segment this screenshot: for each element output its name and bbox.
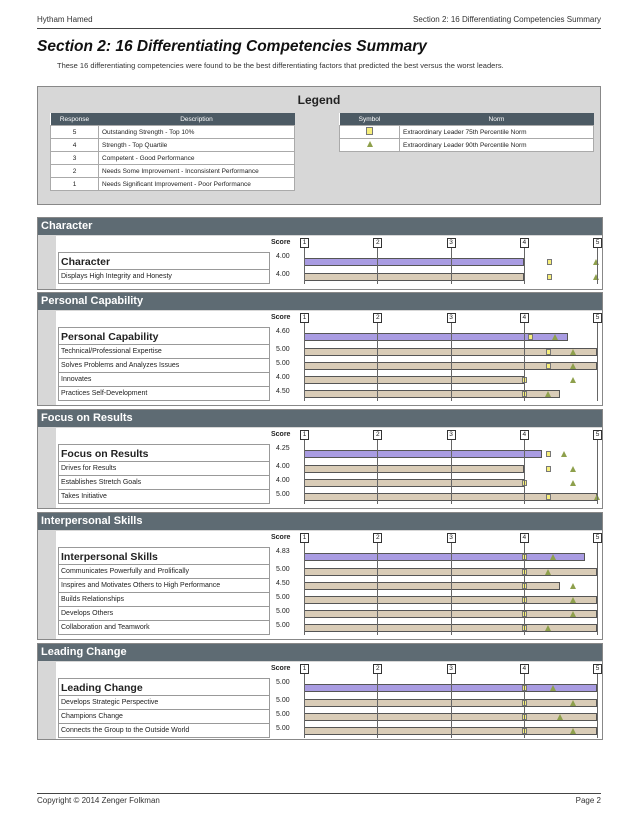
header-divider — [37, 28, 601, 29]
score-bar — [304, 553, 585, 561]
norm-90-marker-icon — [570, 597, 576, 603]
norm-90-marker-icon — [570, 583, 576, 589]
score-value: 4.00 — [276, 374, 290, 381]
summary-label: Character — [58, 252, 270, 270]
header-section-label: Section 2: 16 Differentiating Competencies Summary — [413, 15, 601, 24]
legend-response-row — [51, 139, 295, 152]
scale-gridline — [524, 323, 525, 401]
scale-gridline — [451, 248, 452, 284]
scale-tick: 1 — [300, 533, 309, 543]
scale-gridline — [524, 543, 525, 635]
summary-row — [56, 327, 602, 345]
norm-90-marker-icon — [545, 625, 551, 631]
section-personal-capability — [37, 292, 603, 406]
competency-label: Develops Others — [58, 607, 270, 621]
summary-row — [56, 252, 602, 270]
legend-response-table — [50, 113, 295, 191]
legend-response-description: Outstanding Strength - Top 10% — [99, 126, 295, 139]
competency-row — [56, 565, 602, 579]
scale-tick: 3 — [447, 313, 456, 323]
score-value: 5.00 — [276, 697, 290, 704]
scale-gridline — [377, 543, 378, 635]
competency-row — [56, 387, 602, 401]
norm-90-marker-icon — [570, 728, 576, 734]
scale-tick: 1 — [300, 664, 309, 674]
norm-90-marker-icon — [570, 611, 576, 617]
score-label: Score — [271, 239, 291, 246]
competency-row — [56, 345, 602, 359]
scale-tick: 1 — [300, 430, 309, 440]
score-value: 5.00 — [276, 711, 290, 718]
norm-75-marker-icon — [546, 363, 551, 369]
footer-divider — [37, 793, 601, 794]
norm-90-marker-icon — [570, 349, 576, 355]
scale-tick: 2 — [373, 664, 382, 674]
score-value: 4.50 — [276, 580, 290, 587]
score-value: 4.00 — [276, 253, 290, 260]
summary-row — [56, 444, 602, 462]
competency-row — [56, 710, 602, 724]
scale-tick: 2 — [373, 430, 382, 440]
norm-90-marker-icon — [570, 700, 576, 706]
header-name: Hytham Hamed — [37, 15, 93, 24]
norm-90-marker-icon — [561, 451, 567, 457]
scale-gridline — [524, 674, 525, 738]
scale-tick: 2 — [373, 533, 382, 543]
competency-label: Innovates — [58, 373, 270, 387]
summary-row — [56, 678, 602, 696]
score-value: 5.00 — [276, 566, 290, 573]
score-value: 4.60 — [276, 328, 290, 335]
score-value: 5.00 — [276, 679, 290, 686]
competency-label: Displays High Integrity and Honesty — [58, 270, 270, 284]
score-label: Score — [271, 534, 291, 541]
competency-row — [56, 724, 602, 738]
scale-gridline — [304, 323, 305, 401]
scale-gridline — [304, 248, 305, 284]
competency-row — [56, 270, 602, 284]
legend-title: Legend — [297, 93, 341, 107]
footer-copyright: Copyright © 2014 Zenger Folkman — [37, 796, 160, 805]
norm-90-marker-icon — [570, 377, 576, 383]
score-value: 5.00 — [276, 360, 290, 367]
legend-response-number: 5 — [51, 126, 99, 139]
scale-gridline — [377, 440, 378, 504]
scale-gridline — [377, 674, 378, 738]
legend-response-row — [51, 178, 295, 191]
scale-tick: 2 — [373, 313, 382, 323]
legend-description-header: Description — [99, 113, 295, 126]
scale-tick: 4 — [520, 533, 529, 543]
summary-row — [56, 547, 602, 565]
scale-gridline — [451, 674, 452, 738]
scale-gridline — [451, 323, 452, 401]
norm-90-marker-icon — [550, 554, 556, 560]
summary-label: Focus on Results — [58, 444, 270, 462]
section-title: Focus on Results — [38, 410, 602, 427]
competency-label: Champions Change — [58, 710, 270, 724]
scale-tick: 3 — [447, 664, 456, 674]
competency-label: Solves Problems and Analyzes Issues — [58, 359, 270, 373]
scale-gridline — [377, 323, 378, 401]
legend-response-row — [51, 165, 295, 178]
score-label: Score — [271, 431, 291, 438]
scale-gridline — [304, 543, 305, 635]
scale-gridline — [597, 543, 598, 635]
section-body — [56, 428, 602, 508]
norm-90-marker-icon — [570, 480, 576, 486]
scale-tick: 3 — [447, 430, 456, 440]
legend-symbol-90 — [340, 139, 400, 152]
norm-75-marker-icon — [546, 466, 551, 472]
norm-90-marker-icon — [557, 714, 563, 720]
competency-label: Inspires and Motivates Others to High Performance — [58, 579, 270, 593]
legend-response-number: 1 — [51, 178, 99, 191]
legend-symbol-75 — [340, 126, 400, 139]
score-value: 5.00 — [276, 608, 290, 615]
section-title: Character — [38, 218, 602, 235]
section-title: Personal Capability — [38, 293, 602, 310]
legend-response-number: 4 — [51, 139, 99, 152]
section-leading-change — [37, 643, 603, 740]
scale-tick: 4 — [520, 664, 529, 674]
score-bar — [304, 273, 524, 281]
footer-page-number: Page 2 — [575, 796, 601, 805]
scale-tick: 4 — [520, 430, 529, 440]
norm-90-marker-icon — [550, 685, 556, 691]
score-value: 4.00 — [276, 271, 290, 278]
score-value: 4.50 — [276, 388, 290, 395]
summary-label: Personal Capability — [58, 327, 270, 345]
section-body — [56, 311, 602, 405]
scale-tick: 5 — [593, 533, 602, 543]
legend-response-description: Strength - Top Quartile — [99, 139, 295, 152]
page-subtitle: These 16 differentiating competencies were found to be the best differentiating factors that predicted the best versus the worst leaders. — [57, 61, 504, 70]
score-bar — [304, 258, 524, 266]
scale-gridline — [597, 674, 598, 738]
score-value: 5.00 — [276, 594, 290, 601]
scale-tick: 4 — [520, 238, 529, 248]
norm-75-marker-icon — [528, 334, 533, 340]
square-marker-icon — [366, 127, 373, 135]
competency-label: Takes Initiative — [58, 490, 270, 504]
section-body — [56, 662, 602, 739]
norm-90-marker-icon — [570, 363, 576, 369]
scale-tick: 1 — [300, 313, 309, 323]
section-body — [56, 531, 602, 639]
section-focus-on-results — [37, 409, 603, 509]
scale-gridline — [451, 440, 452, 504]
legend-norm-90: Extraordinary Leader 90th Percentile Norm — [400, 139, 594, 152]
legend-response-number: 3 — [51, 152, 99, 165]
section-character — [37, 217, 603, 290]
legend-norm-header: Norm — [400, 113, 594, 126]
section-interpersonal-skills — [37, 512, 603, 640]
competency-row — [56, 621, 602, 635]
scale-gridline — [597, 248, 598, 284]
score-value: 4.25 — [276, 445, 290, 452]
scale-tick: 3 — [447, 238, 456, 248]
norm-75-marker-icon — [546, 451, 551, 457]
competency-row — [56, 607, 602, 621]
score-value: 5.00 — [276, 346, 290, 353]
scale-tick: 5 — [593, 430, 602, 440]
page-title: Section 2: 16 Differentiating Competencies Summary — [37, 38, 427, 55]
summary-label: Leading Change — [58, 678, 270, 696]
legend-response-header: Response — [51, 113, 99, 126]
legend-box — [37, 86, 601, 205]
legend-response-number: 2 — [51, 165, 99, 178]
score-label: Score — [271, 665, 291, 672]
scale-tick: 5 — [593, 313, 602, 323]
score-label: Score — [271, 314, 291, 321]
legend-response-description: Competent - Good Performance — [99, 152, 295, 165]
legend-symbol-header: Symbol — [340, 113, 400, 126]
competency-label: Develops Strategic Perspective — [58, 696, 270, 710]
score-bar — [304, 479, 524, 487]
score-bar — [304, 376, 524, 384]
scale-tick: 4 — [520, 313, 529, 323]
score-value: 4.00 — [276, 463, 290, 470]
legend-response-description: Needs Some Improvement - Inconsistent Performance — [99, 165, 295, 178]
scale-gridline — [524, 440, 525, 504]
legend-symbol-table — [339, 113, 594, 152]
norm-75-marker-icon — [547, 274, 552, 280]
score-value: 4.83 — [276, 548, 290, 555]
competency-row — [56, 359, 602, 373]
competency-label: Technical/Professional Expertise — [58, 345, 270, 359]
score-value: 5.00 — [276, 622, 290, 629]
competency-label: Builds Relationships — [58, 593, 270, 607]
scale-tick: 5 — [593, 664, 602, 674]
section-title: Leading Change — [38, 644, 602, 661]
competency-row — [56, 476, 602, 490]
competency-row — [56, 593, 602, 607]
legend-response-row — [51, 152, 295, 165]
competency-row — [56, 696, 602, 710]
scale-tick: 1 — [300, 238, 309, 248]
scale-gridline — [377, 248, 378, 284]
scale-tick: 5 — [593, 238, 602, 248]
score-bar — [304, 450, 542, 458]
scale-gridline — [597, 323, 598, 401]
score-value: 4.00 — [276, 477, 290, 484]
triangle-marker-icon — [367, 141, 373, 147]
summary-label: Interpersonal Skills — [58, 547, 270, 565]
competency-label: Practices Self-Development — [58, 387, 270, 401]
legend-norm-75: Extraordinary Leader 75th Percentile Norm — [400, 126, 594, 139]
scale-tick: 3 — [447, 533, 456, 543]
scale-tick: 2 — [373, 238, 382, 248]
norm-90-marker-icon — [552, 334, 558, 340]
norm-90-marker-icon — [545, 391, 551, 397]
norm-90-marker-icon — [570, 466, 576, 472]
norm-75-marker-icon — [546, 494, 551, 500]
scale-gridline — [304, 440, 305, 504]
section-title: Interpersonal Skills — [38, 513, 602, 530]
competency-row — [56, 462, 602, 476]
competency-label: Establishes Stretch Goals — [58, 476, 270, 490]
scale-gridline — [304, 674, 305, 738]
scale-gridline — [451, 543, 452, 635]
legend-response-row — [51, 126, 295, 139]
score-value: 5.00 — [276, 725, 290, 732]
scale-gridline — [524, 248, 525, 284]
norm-75-marker-icon — [547, 259, 552, 265]
competency-row — [56, 373, 602, 387]
competency-row — [56, 579, 602, 593]
competency-label: Connects the Group to the Outside World — [58, 724, 270, 738]
norm-90-marker-icon — [545, 569, 551, 575]
legend-response-description: Needs Significant Improvement - Poor Performance — [99, 178, 295, 191]
competency-label: Drives for Results — [58, 462, 270, 476]
score-value: 5.00 — [276, 491, 290, 498]
section-body — [56, 236, 602, 289]
competency-label: Collaboration and Teamwork — [58, 621, 270, 635]
norm-75-marker-icon — [546, 349, 551, 355]
competency-row — [56, 490, 602, 504]
score-bar — [304, 465, 524, 473]
competency-label: Communicates Powerfully and Prolifically — [58, 565, 270, 579]
scale-gridline — [597, 440, 598, 504]
